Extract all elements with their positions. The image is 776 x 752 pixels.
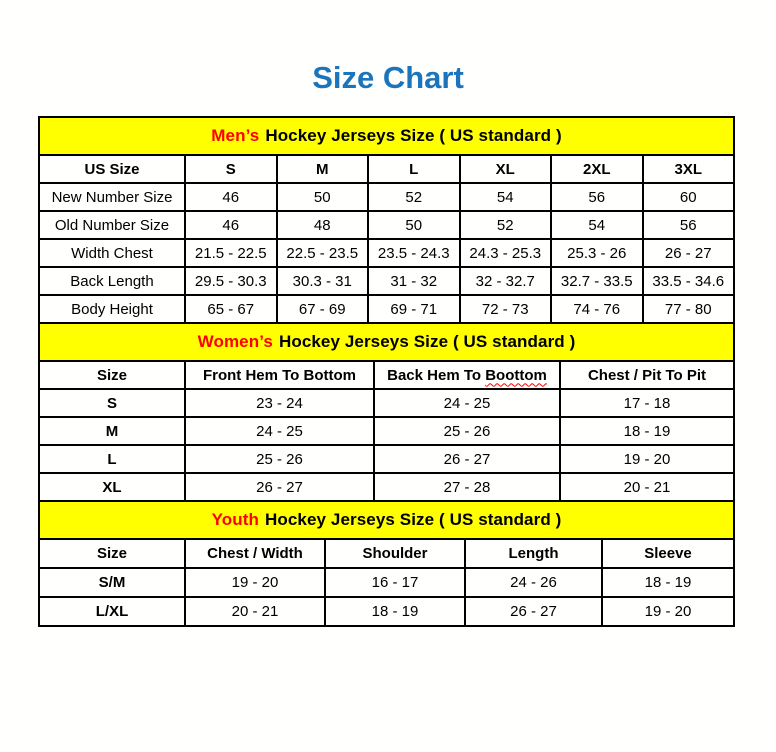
banner-highlight: Women’s: [197, 332, 273, 351]
table-row: [39, 211, 734, 239]
womens-section: [38, 322, 735, 502]
cell: 67 - 69: [277, 295, 369, 323]
cell: 52: [368, 183, 460, 211]
column-header: 2XL: [551, 155, 643, 183]
table-row: [39, 417, 734, 445]
row-label: XL: [39, 473, 185, 501]
table-row: [39, 239, 734, 267]
cell: 31 - 32: [368, 267, 460, 295]
table-row: [39, 183, 734, 211]
column-header: L: [368, 155, 460, 183]
cell: 54: [551, 211, 643, 239]
row-label: Width Chest: [39, 239, 185, 267]
cell: 19 - 20: [602, 597, 734, 626]
cell: 26 - 27: [465, 597, 602, 626]
cell: 17 - 18: [560, 389, 734, 417]
cell: 18 - 19: [602, 568, 734, 597]
mens-section: [38, 116, 735, 324]
womens-table: [38, 360, 735, 502]
column-header: Chest / Width: [185, 539, 325, 568]
youth-banner: [38, 500, 735, 540]
table-row: [39, 597, 734, 626]
header-row: [39, 361, 734, 389]
column-header: Shoulder: [325, 539, 465, 568]
column-header: US Size: [39, 155, 185, 183]
cell: 26 - 27: [185, 473, 374, 501]
column-header: Size: [39, 539, 185, 568]
cell: 60: [643, 183, 735, 211]
cell: 24.3 - 25.3: [460, 239, 552, 267]
column-header: Sleeve: [602, 539, 734, 568]
cell: 24 - 25: [185, 417, 374, 445]
cell: 20 - 21: [560, 473, 734, 501]
cell: 25 - 26: [185, 445, 374, 473]
banner-highlight: Youth: [211, 510, 259, 529]
cell: 65 - 67: [185, 295, 277, 323]
cell: 32 - 32.7: [460, 267, 552, 295]
cell: 77 - 80: [643, 295, 735, 323]
cell: 46: [185, 211, 277, 239]
cell: 50: [368, 211, 460, 239]
cell: 50: [277, 183, 369, 211]
column-header: Size: [39, 361, 185, 389]
cell: 24 - 26: [465, 568, 602, 597]
womens-banner: [38, 322, 735, 362]
row-label: S: [39, 389, 185, 417]
cell: 54: [460, 183, 552, 211]
cell: 18 - 19: [325, 597, 465, 626]
header-row: [39, 155, 734, 183]
row-label: M: [39, 417, 185, 445]
youth-table: [38, 538, 735, 627]
column-header: Front Hem To Bottom: [185, 361, 374, 389]
banner-text: Hockey Jerseys Size ( US standard ): [264, 510, 562, 529]
table-row: [39, 568, 734, 597]
mens-table: [38, 154, 735, 324]
cell: 56: [551, 183, 643, 211]
cell: 19 - 20: [560, 445, 734, 473]
cell: 23.5 - 24.3: [368, 239, 460, 267]
column-header: XL: [460, 155, 552, 183]
size-chart: [38, 116, 735, 627]
cell: 52: [460, 211, 552, 239]
table-row: [39, 445, 734, 473]
cell: 25.3 - 26: [551, 239, 643, 267]
cell: 33.5 - 34.6: [643, 267, 735, 295]
cell: 46: [185, 183, 277, 211]
page-title: Size Chart: [312, 60, 464, 95]
row-label: L: [39, 445, 185, 473]
cell: 21.5 - 22.5: [185, 239, 277, 267]
row-label: New Number Size: [39, 183, 185, 211]
column-header: 3XL: [643, 155, 735, 183]
column-header: Length: [465, 539, 602, 568]
cell: 74 - 76: [551, 295, 643, 323]
column-header: S: [185, 155, 277, 183]
row-label: Back Length: [39, 267, 185, 295]
cell: 22.5 - 23.5: [277, 239, 369, 267]
cell: 69 - 71: [368, 295, 460, 323]
cell: 32.7 - 33.5: [551, 267, 643, 295]
cell: 56: [643, 211, 735, 239]
cell: 19 - 20: [185, 568, 325, 597]
cell: 20 - 21: [185, 597, 325, 626]
table-row: [39, 389, 734, 417]
cell: 26 - 27: [643, 239, 735, 267]
cell: 24 - 25: [374, 389, 560, 417]
cell: 30.3 - 31: [277, 267, 369, 295]
table-row: [39, 473, 734, 501]
cell: 26 - 27: [374, 445, 560, 473]
mens-banner: [38, 116, 735, 156]
cell: 18 - 19: [560, 417, 734, 445]
cell: 72 - 73: [460, 295, 552, 323]
banner-highlight: Men’s: [211, 126, 260, 145]
row-label: S/M: [39, 568, 185, 597]
banner-text: Hockey Jerseys Size ( US standard ): [265, 126, 562, 145]
column-header: M: [277, 155, 369, 183]
column-header: Back Hem To Boottom: [374, 361, 560, 389]
cell: 16 - 17: [325, 568, 465, 597]
cell: 29.5 - 30.3: [185, 267, 277, 295]
cell: 23 - 24: [185, 389, 374, 417]
cell: 25 - 26: [374, 417, 560, 445]
cell: 48: [277, 211, 369, 239]
cell: 27 - 28: [374, 473, 560, 501]
column-header: Chest / Pit To Pit: [560, 361, 734, 389]
row-label: Old Number Size: [39, 211, 185, 239]
row-label: L/XL: [39, 597, 185, 626]
misspelled-word: Boottom: [485, 366, 547, 384]
table-row: [39, 295, 734, 323]
table-row: [39, 267, 734, 295]
banner-text: Hockey Jerseys Size ( US standard ): [278, 332, 576, 351]
youth-section: [38, 500, 735, 627]
row-label: Body Height: [39, 295, 185, 323]
header-row: [39, 539, 734, 568]
